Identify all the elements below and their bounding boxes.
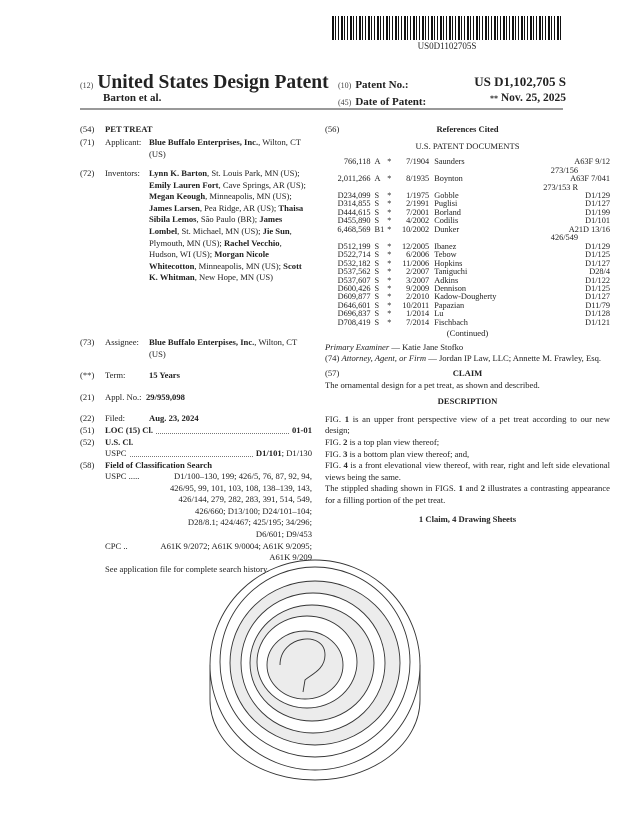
reference-date: 7/2014	[406, 317, 430, 327]
reference-star: *	[387, 309, 392, 319]
reference-number: D646,601	[337, 300, 371, 310]
reference-kind: S	[374, 275, 380, 285]
examiner-label: Primary Examiner	[325, 341, 390, 352]
reference-number: D455,890	[337, 216, 371, 226]
reference-class: D1/127	[585, 258, 610, 268]
cpc-line: A61K 9/209	[269, 552, 312, 563]
reference-kind: A	[374, 157, 381, 167]
patent-date: Nov. 25, 2025	[500, 92, 566, 104]
reference-date: 1/1975	[406, 191, 430, 200]
reference-name: Saunders	[434, 157, 465, 167]
reference-class: D1/128	[585, 309, 610, 319]
reference-kind: A	[374, 174, 381, 184]
loc-value: 01-01	[291, 425, 312, 435]
reference-kind: S	[374, 309, 380, 319]
inventor-name: James Larsen	[149, 202, 200, 213]
stipple-note	[325, 483, 610, 506]
reference-name: Adkins	[434, 275, 459, 285]
reference-kind: S	[374, 207, 380, 217]
reference-class: D28/4	[589, 267, 610, 277]
examiner-name: — Katie Jane Stofko	[389, 341, 464, 352]
attorney-label: Attorney, Agent, or Firm	[341, 353, 427, 364]
field-uspc-label: USPC .....	[105, 471, 140, 481]
reference-star: *	[387, 317, 392, 327]
assignee-name: Blue Buffalo Enterpises, Inc.	[149, 337, 255, 347]
fig-prefix: FIG.	[325, 413, 345, 424]
reference-class: D1/121	[585, 317, 610, 327]
code-73: (73)	[80, 337, 95, 347]
reference-date: 10/2011	[402, 300, 430, 310]
reference-kind: S	[374, 191, 380, 200]
inventor-name: Morgan Nicole Whitecotton	[149, 249, 269, 271]
applicant-value	[149, 137, 311, 160]
search-history-note: See application file for complete search history.	[105, 563, 269, 574]
code-74: (74)	[325, 353, 340, 364]
reference-kind: S	[374, 199, 380, 209]
code-72: (72)	[80, 168, 95, 178]
reference-name: Borland	[434, 207, 461, 217]
reference-number: D537,607	[337, 275, 371, 285]
authors: Barton et al.	[103, 92, 162, 104]
uspc-line: 426/144, 279, 282, 283, 391, 514, 549,	[178, 494, 312, 505]
applicant-label: Applicant:	[105, 137, 142, 147]
filed-date: Aug. 23, 2024	[149, 413, 199, 423]
inventor-name: Rachel Vecchio	[223, 237, 280, 248]
references-subtitle: U.S. PATENT DOCUMENTS	[415, 140, 520, 151]
uspc-label: USPC	[105, 448, 127, 458]
reference-star: *	[387, 224, 392, 234]
code-56: (56)	[325, 124, 340, 134]
reference-star: *	[387, 241, 392, 251]
reference-number: D708,419	[337, 317, 371, 327]
fig-text: is a front elevational view thereof, with rear, right and left side elevational views being the same.	[325, 460, 610, 482]
reference-date: 10/2002	[402, 224, 430, 234]
references-title: References Cited	[436, 124, 499, 134]
reference-number: 766,118	[343, 157, 371, 167]
code-21: (21)	[80, 392, 95, 402]
uspc-line: D1/100–130, 199; 426/5, 76, 87, 92, 94,	[174, 471, 312, 481]
uspc-line: D6/601; D9/453	[255, 528, 312, 539]
patent-no-label: Patent No.:	[355, 79, 409, 91]
field-search-label: Field of Classification Search	[105, 460, 213, 470]
inventor-name: Jie Sun	[262, 225, 290, 236]
reference-name: Dunker	[434, 224, 460, 234]
description-item	[325, 437, 610, 449]
date-marks: **	[489, 94, 498, 103]
fig-text: is a top plan view thereof;	[347, 437, 440, 447]
code-57: (57)	[325, 368, 340, 379]
reference-number: 6,468,569	[337, 224, 371, 234]
inventor-name: Scott K. Whitman	[149, 260, 302, 283]
reference-star: *	[387, 267, 392, 277]
reference-name: Boynton	[434, 174, 463, 184]
inventor-location: , Cave Springs, AR (US);	[218, 179, 306, 190]
code-10: (10)	[338, 81, 352, 90]
uspc-line: 426/660; D13/100; D24/101–104;	[195, 505, 312, 516]
code-12: (12)	[80, 81, 94, 90]
reference-date: 7/1904	[406, 157, 430, 167]
reference-kind: S	[374, 283, 380, 293]
fig-text: is an upper front perspective view of a pet treat according to our new design;	[325, 413, 610, 436]
inventor-location: , St. Louis Park, MN (US);	[207, 168, 300, 178]
reference-star: *	[387, 157, 392, 167]
reference-number: D696,837	[337, 309, 371, 319]
reference-star: *	[387, 174, 392, 184]
cpc-line: A61K 9/2072; A61K 9/0004; A61K 9/2095;	[160, 540, 312, 551]
fig-number: 2	[343, 437, 348, 447]
header-divider	[80, 108, 563, 110]
reference-star: *	[387, 300, 392, 310]
stipple-text-c: illustrates a contrasting appearance for a filling portion of the pet treat.	[325, 483, 610, 505]
inventor-location: , New Hope, MN (US)	[194, 272, 273, 283]
term-value: 15 Years	[149, 370, 180, 380]
reference-date: 1/2014	[406, 309, 430, 319]
applicant-name: Blue Buffalo Enterprises, Inc.	[149, 137, 259, 147]
inventors-list	[149, 168, 311, 284]
filling-center	[267, 631, 343, 699]
reference-date: 6/2006	[406, 250, 430, 260]
claim-text: The ornamental design for a pet treat, as shown and described.	[325, 379, 540, 390]
reference-name: Taniguchi	[434, 267, 468, 277]
reference-kind: S	[374, 216, 380, 226]
reference-class: D1/199	[585, 207, 610, 217]
reference-number: D314,855	[337, 199, 371, 209]
uspc-secondary: ; D1/130	[281, 448, 312, 458]
reference-class: D1/127	[585, 292, 610, 302]
claims-summary: 1 Claim, 4 Drawing Sheets	[418, 513, 517, 524]
reference-class-secondary: 273/153 R	[543, 182, 578, 192]
reference-row	[325, 319, 610, 327]
inventor-location: , Minneapolis, MN (US);	[205, 191, 292, 202]
reference-name: Lu	[434, 309, 444, 319]
reference-kind: S	[374, 241, 380, 251]
reference-star: *	[387, 207, 392, 217]
uscl-label: U.S. Cl.	[105, 437, 134, 447]
description-list	[325, 414, 610, 484]
reference-number: 2,011,266	[337, 174, 371, 184]
fig-number: 3	[343, 448, 348, 459]
reference-date: 11/2006	[402, 258, 430, 268]
reference-date: 4/2002	[406, 216, 430, 226]
fig-text: is a bottom plan view thereof; and,	[347, 448, 470, 459]
reference-number: D522,714	[337, 250, 371, 260]
description-item	[325, 460, 610, 483]
code-45: (45)	[338, 98, 352, 107]
reference-name: Gobble	[434, 191, 459, 200]
reference-date: 2/2007	[406, 267, 430, 277]
reference-kind: S	[374, 267, 380, 277]
patent-number-row	[338, 75, 566, 93]
reference-name: Fischbach	[434, 317, 468, 327]
reference-star: *	[387, 216, 392, 226]
loc-label: LOC (15) Cl.	[105, 425, 153, 435]
term-label: Term:	[105, 370, 126, 380]
fig-prefix: FIG.	[325, 460, 344, 471]
inventor-name: Thaisa Sibila Lemos	[149, 202, 304, 225]
reference-class: D1/101	[585, 216, 610, 226]
reference-class: D1/125	[585, 250, 610, 260]
appl-label: Appl. No.:	[105, 392, 142, 402]
reference-date: 9/2009	[406, 283, 430, 293]
attorney-name: — Jordan IP Law, LLC; Annette M. Frawley, Esq.	[426, 353, 602, 364]
reference-date: 8/1935	[406, 174, 430, 184]
code-54: (54)	[80, 124, 95, 134]
reference-class: D1/129	[585, 191, 610, 200]
inventor-location: , Pea Ridge, AR (US);	[199, 202, 279, 213]
reference-name: Kadow-Dougherty	[434, 292, 497, 302]
reference-kind: S	[374, 258, 380, 268]
fig-number: 4	[343, 460, 348, 471]
appl-number: 29/959,098	[146, 392, 185, 402]
reference-class: D1/122	[585, 275, 610, 285]
reference-class: D1/129	[585, 241, 610, 251]
reference-date: 2/2010	[406, 292, 430, 302]
reference-name: Codilis	[434, 216, 459, 226]
reference-star: *	[387, 191, 392, 200]
reference-class: A63F 9/12	[574, 157, 610, 167]
inventor-name: Lynn K. Barton	[149, 168, 208, 178]
claim-title: CLAIM	[452, 368, 483, 379]
fig-prefix: FIG.	[325, 437, 344, 447]
inventor-location: , St. Michael, MN (US);	[177, 225, 263, 236]
code-51: (51)	[80, 425, 95, 435]
uspc-line: 426/95, 99, 101, 103, 108, 138–139, 143,	[169, 482, 312, 493]
reference-class: A63F 7/041	[570, 174, 610, 184]
stipple-fig2: 2	[480, 483, 486, 494]
fig-number: 1	[344, 413, 350, 424]
reference-kind: S	[374, 300, 380, 310]
date-label: Date of Patent:	[355, 96, 427, 108]
reference-name: Tebow	[434, 250, 457, 260]
assignee-label: Assignee:	[105, 337, 139, 347]
inventor-name: Emily Lauren Fort	[149, 179, 219, 190]
header-left	[80, 72, 329, 94]
reference-class: D11/79	[585, 300, 610, 310]
reference-date: 7/2001	[406, 207, 430, 217]
code-22: (22)	[80, 413, 95, 423]
document-title: United States Design Patent	[97, 72, 329, 93]
reference-number: D234,099	[337, 191, 371, 200]
barcode-number: US0D1102705S	[417, 41, 477, 51]
reference-class-secondary: 273/156	[550, 165, 578, 175]
reference-star: *	[387, 258, 392, 268]
fig-prefix: FIG.	[325, 448, 344, 459]
patent-number: US D1,102,705 S	[474, 74, 566, 89]
reference-name: Hopkins	[434, 258, 463, 268]
reference-date: 3/2007	[406, 275, 430, 285]
reference-date: 2/1991	[406, 199, 430, 209]
reference-name: Dennison	[434, 283, 467, 293]
reference-star: *	[387, 275, 392, 285]
description-title: DESCRIPTION	[437, 396, 498, 407]
right-column	[325, 124, 610, 525]
reference-class-secondary: 426/549	[550, 233, 578, 243]
references-table	[325, 158, 610, 327]
barcode	[332, 16, 562, 40]
code-52: (52)	[80, 437, 95, 447]
stipple-text-a: The stippled shading shown in FIGS.	[325, 483, 459, 494]
inventor-location: , Plymouth, MN (US);	[149, 225, 292, 248]
reference-name: Papazian	[434, 300, 465, 310]
pet-treat-drawing	[195, 550, 435, 795]
reference-star: *	[387, 199, 392, 209]
reference-kind: S	[374, 250, 380, 260]
description-item	[325, 449, 610, 461]
reference-number: D512,199	[337, 241, 371, 251]
reference-number: D444,615	[337, 207, 371, 217]
inventor-location: , Minneapolis, MN (US);	[194, 260, 284, 271]
reference-number: D600,426	[337, 283, 371, 293]
code-71: (71)	[80, 137, 95, 147]
reference-kind: S	[374, 292, 380, 302]
reference-star: *	[387, 292, 392, 302]
assignee-value	[149, 337, 311, 360]
inventor-location: , São Paulo (BR);	[196, 214, 260, 225]
inventor-location: , Hudson, WI (US);	[149, 237, 282, 260]
stipple-text-b: and	[462, 483, 481, 494]
uspc-primary: D1/101	[255, 448, 282, 458]
inventor-name: James Lombel	[149, 214, 283, 236]
reference-kind: S	[374, 317, 380, 327]
reference-number: D537,562	[337, 267, 371, 277]
reference-class: A21D 13/16	[568, 224, 610, 234]
code-term: (**)	[80, 370, 95, 380]
description-item	[325, 414, 610, 437]
assignee-location: , Wilton, CT (US)	[149, 337, 298, 359]
stipple-fig1: 1	[458, 483, 463, 494]
left-column	[80, 124, 312, 574]
reference-name: Puglisi	[434, 199, 458, 209]
reference-number: D609,877	[337, 292, 371, 302]
inventor-name: Megan Keough	[149, 191, 206, 202]
reference-star: *	[387, 283, 392, 293]
uspc-line: D28/8.1; 424/467; 425/195; 34/296;	[187, 517, 312, 528]
reference-star: *	[387, 250, 392, 260]
invention-title: PET TREAT	[105, 124, 153, 134]
reference-class: D1/127	[585, 199, 610, 209]
reference-number: D532,182	[337, 258, 371, 268]
reference-kind: B1	[374, 224, 385, 234]
reference-class: D1/125	[585, 283, 610, 293]
code-58: (58)	[80, 460, 95, 470]
reference-date: 12/2005	[402, 241, 430, 251]
filed-label: Filed:	[105, 413, 126, 423]
inventors-label: Inventors:	[105, 168, 140, 178]
field-cpc-label: CPC ..	[105, 540, 128, 551]
references-continued: (Continued)	[446, 328, 489, 339]
reference-name: Ibanez	[434, 241, 457, 251]
applicant-location: , Wilton, CT (US)	[149, 137, 301, 159]
